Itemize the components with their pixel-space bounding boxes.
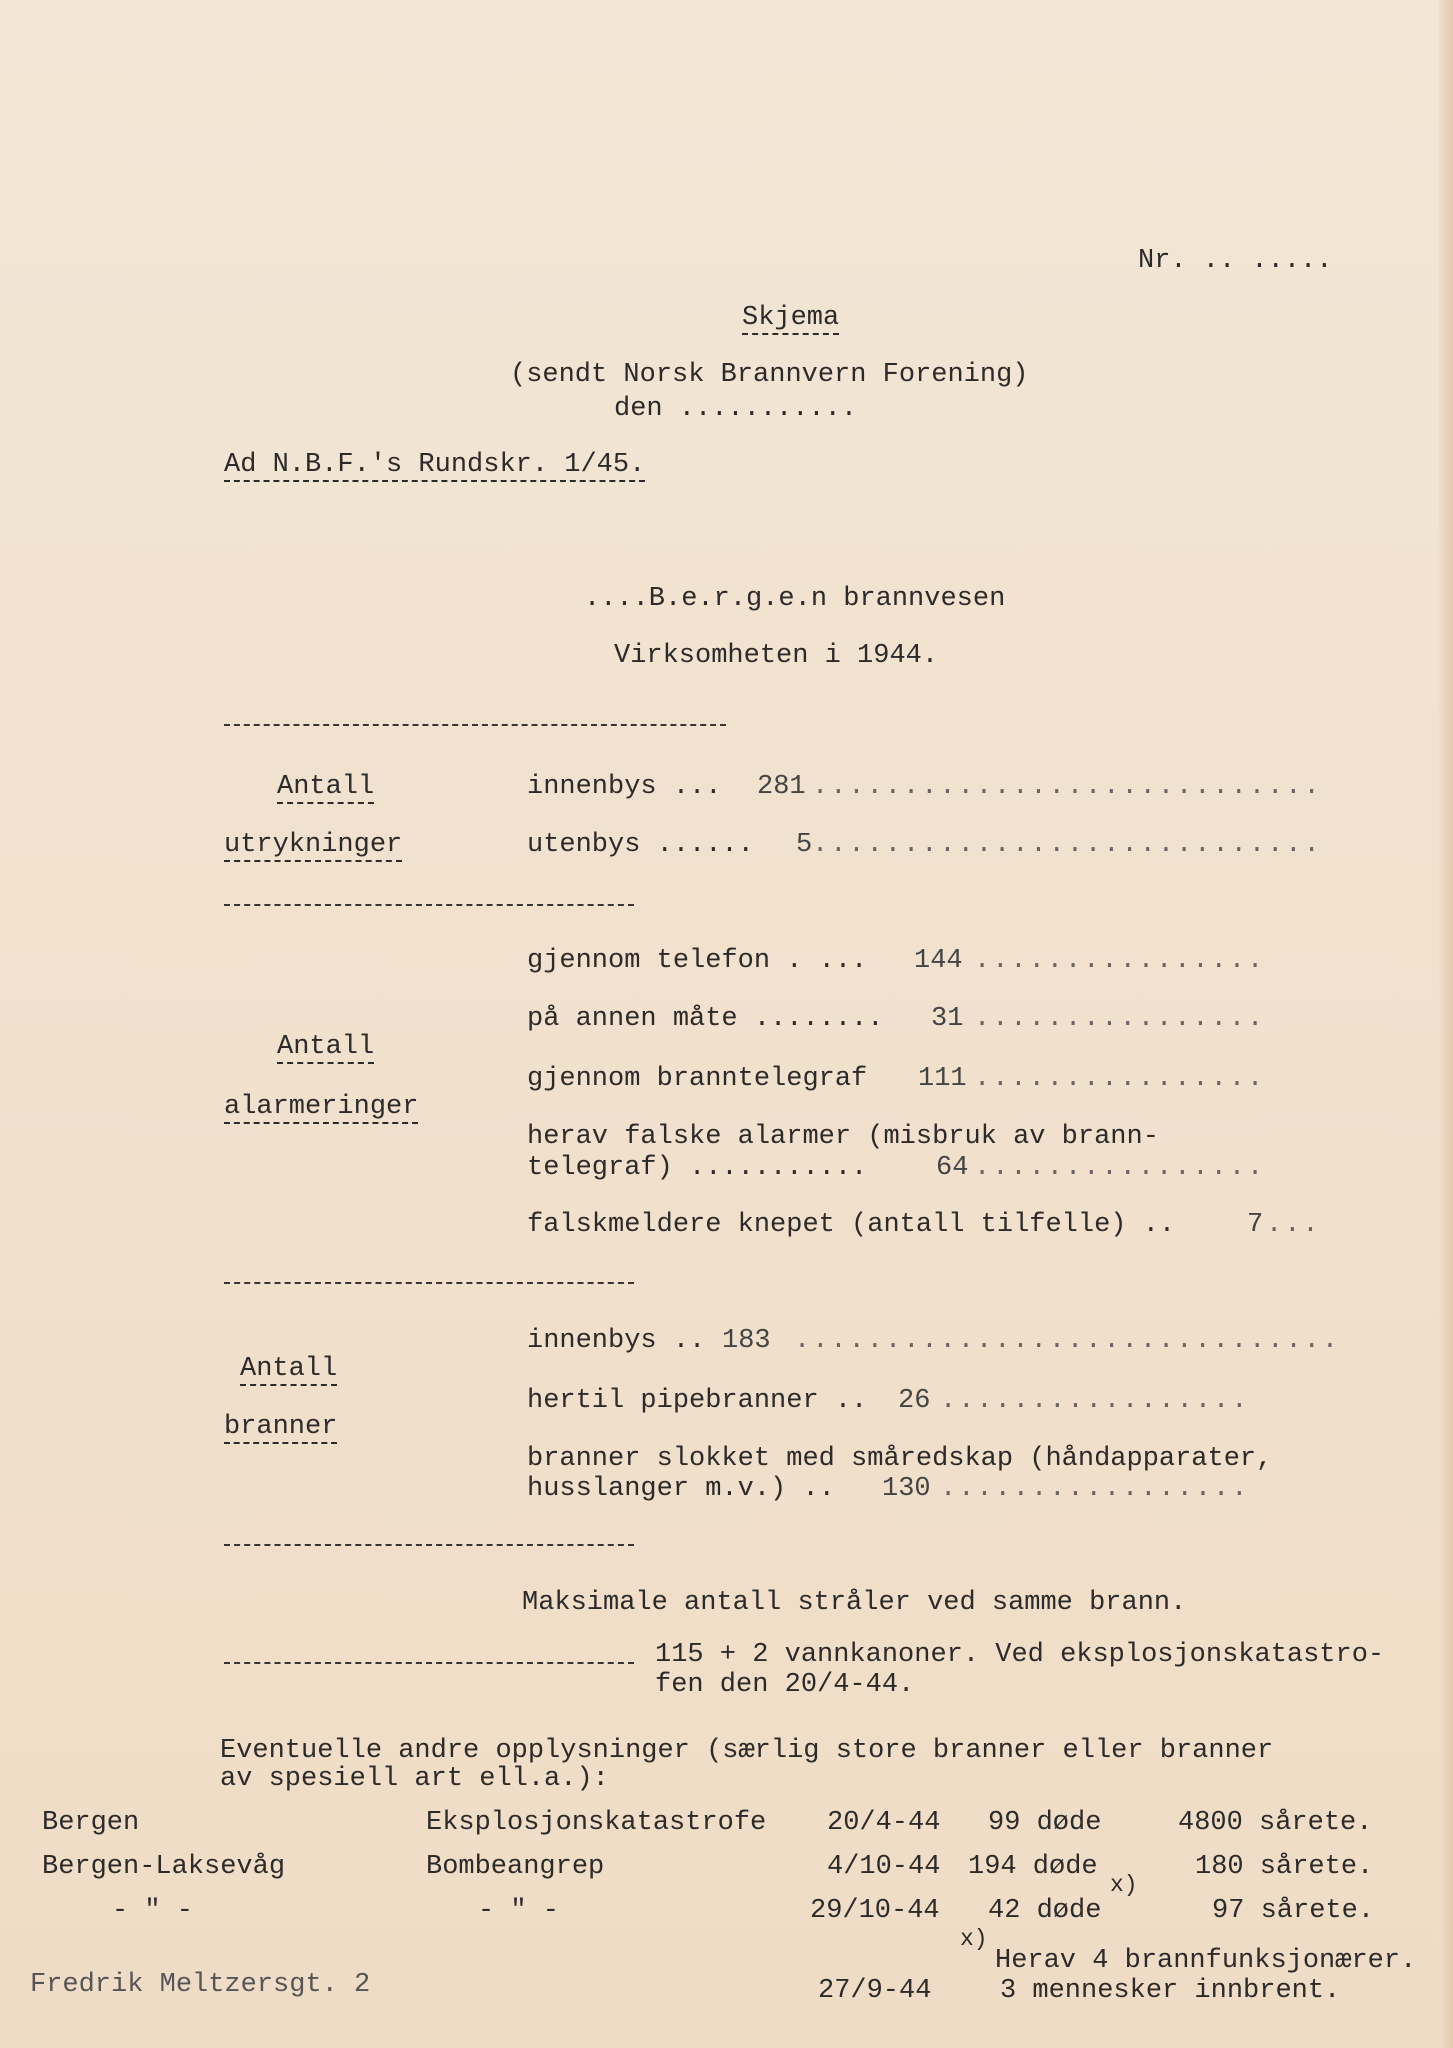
row-dots: ............................ [812,830,1322,860]
max-jets-answer-2: fen den 20/4-44. [655,1670,915,1700]
circular-reference: Ad N.B.F.'s Rundskr. 1/45. [224,450,646,480]
incident-place: Bergen-Laksevåg [42,1852,286,1882]
row-label: branner slokket med småredskap (håndapparater, [527,1444,1273,1474]
section-label-utrykninger-1: Antall [277,772,375,802]
incident-date: 4/10-44 [827,1852,941,1882]
section-label-branner-2: branner [224,1412,338,1442]
row-dots: ................ [974,1004,1266,1034]
row-dots: ............................ [812,772,1322,802]
incident-dead: 42 døde [988,1896,1102,1926]
section-divider [224,904,634,906]
row-value: 281 [757,772,806,802]
row-dots: ................. [940,1474,1250,1504]
section-label-alarmeringer-2: alarmeringer [224,1092,419,1122]
row-label: gjennom branntelegraf [527,1064,868,1094]
row-dots: .............................. [794,1326,1341,1356]
footnote-mark: x) [1110,1872,1138,1898]
incident-injured: 4800 sårete. [1178,1808,1373,1838]
incident-date: 29/10-44 [810,1896,940,1926]
incident-place: Bergen [42,1808,140,1838]
row-value: 144 [914,946,963,976]
section-divider [224,724,726,726]
incident-dead: 99 døde [988,1808,1102,1838]
row-label: utenbys ...... [527,830,754,860]
fire-department-name: ....B.e.r.g.e.n brannvesen [584,584,1006,614]
incident-place: - " - [112,1896,194,1926]
section-divider [224,1282,634,1284]
row-value: 5 [796,830,813,860]
row-value: 130 [882,1474,931,1504]
date-line: den ........... [614,394,858,424]
footnote-line-2: 3 mennesker innbrent. [1000,1976,1341,2006]
row-dots: ................. [940,1386,1250,1416]
max-jets-question: Maksimale antall stråler ved samme brann. [522,1588,1187,1618]
row-value: 183 [722,1326,771,1356]
row-label: på annen måte ........ [527,1004,884,1034]
section-label-branner-1: Antall [240,1354,338,1384]
row-label: herav falske alarmer (misbruk av brann- [527,1122,1159,1152]
incident-event: Eksplosjonskatastrofe [426,1808,767,1838]
section-divider [224,1544,634,1546]
row-dots: ... [1266,1210,1321,1240]
row-dots: ................ [974,946,1266,976]
incident-dead: 194 døde [968,1852,1098,1882]
row-dots: ................ [974,1153,1266,1183]
footnote-mark-2: x) [960,1926,988,1952]
row-value: 64 [936,1153,969,1183]
other-info-prompt-2: av spesiell art ell.a.): [220,1764,609,1794]
sent-to-line: (sendt Norsk Brannvern Forening) [510,360,1029,390]
section-label-utrykninger-2: utrykninger [224,830,403,860]
row-dots: ................ [974,1064,1266,1094]
incident-event: Bombeangrep [426,1852,605,1882]
incident-injured: 97 sårete. [1212,1896,1375,1926]
incident-injured: 180 sårete. [1195,1852,1374,1882]
row-label: husslanger m.v.) .. [527,1474,835,1504]
row-label: falskmeldere knepet (antall tilfelle) .. [527,1210,1176,1240]
last-date: 27/9-44 [818,1976,932,2006]
footnote-line-1: Herav 4 brannfunksjonærer. [995,1946,1417,1976]
row-label: telegraf) ........... [527,1153,868,1183]
paper-edge [1439,0,1453,2048]
row-label: innenbys ... [527,772,722,802]
nr-label: Nr. .. ..... [1138,246,1333,276]
row-value: 111 [918,1064,967,1094]
row-value: 31 [931,1004,964,1034]
section-label-alarmeringer-1: Antall [277,1032,375,1062]
row-label: innenbys .. [527,1326,706,1356]
row-label: hertil pipebranner .. [527,1386,868,1416]
other-info-prompt-1: Eventuelle andre opplysninger (særlig store branner eller branner [220,1736,1274,1766]
form-title: Skjema [742,303,840,333]
row-value: 7 [1247,1210,1264,1240]
activity-year: Virksomheten i 1944. [614,641,939,671]
row-label: gjennom telefon . ... [527,946,868,976]
incident-event: - " - [478,1896,560,1926]
row-value: 26 [898,1386,931,1416]
section-divider [224,1662,634,1664]
max-jets-answer-1: 115 + 2 vannkanoner. Ved eksplosjonskatastro- [655,1640,1385,1670]
incident-date: 20/4-44 [827,1808,941,1838]
address: Fredrik Meltzersgt. 2 [30,1970,371,2000]
